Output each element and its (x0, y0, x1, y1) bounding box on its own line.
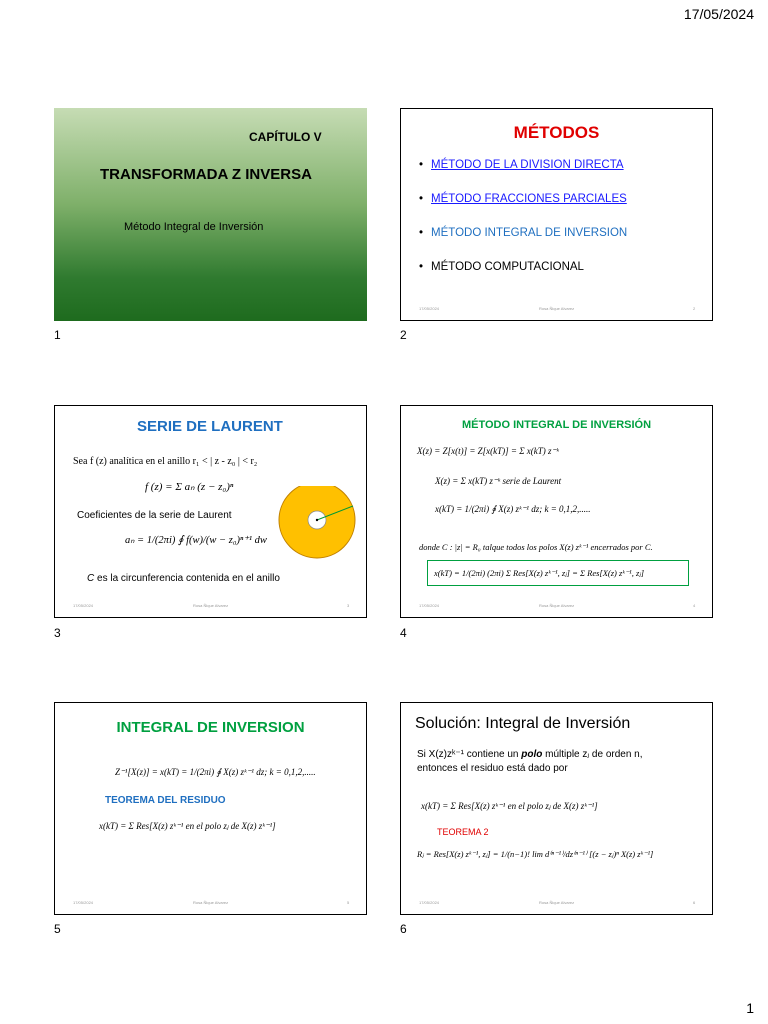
inverse-z-integral: Z⁻¹[X(z)] = x(kT) = 1/(2πi) ∮ X(z) zᵏ⁻¹ dz; k = 0,1,2,..... (115, 767, 316, 777)
footer-date: 17/05/2024 (73, 900, 94, 905)
residue-sum-equation: x(kT) = Σ Res[X(z) zᵏ⁻¹ en el polo zⱼ de X(z) zᵏ⁻¹] (421, 801, 598, 811)
method-item[interactable] (419, 193, 627, 205)
contour-note (87, 573, 280, 584)
slide-number: 6 (400, 922, 407, 936)
method-item (419, 227, 627, 239)
slide-number: 1 (54, 328, 61, 342)
slide-2 (400, 108, 713, 321)
theorem-label: TEOREMA DEL RESIDUO (105, 795, 226, 806)
method-item[interactable] (419, 159, 627, 171)
method-item (419, 261, 627, 273)
statement-part: múltiple zⱼ de orden n, (542, 749, 643, 760)
footer-author: Rosa Ñique Alvarez (539, 306, 575, 311)
slide-footer (401, 603, 712, 609)
slide-footer (401, 306, 712, 312)
residue-statement: entonces el residuo está dado por (417, 763, 568, 774)
footer-author: Rosa Ñique Alvarez (193, 603, 229, 608)
footer-date: 17/05/2024 (419, 900, 440, 905)
header-date: 17/05/2024 (683, 6, 754, 22)
slide-6 (400, 702, 713, 915)
theorem-label: TEOREMA 2 (437, 827, 489, 837)
footer-number: 5 (347, 900, 350, 905)
annulus-diagram (277, 486, 357, 566)
center-point (316, 519, 318, 521)
method-label: MÉTODO COMPUTACIONAL (431, 261, 584, 273)
coefficients-label: Coeficientes de la serie de Laurent (77, 510, 232, 521)
slide-footer (55, 900, 366, 906)
contour-condition: donde C : |z| = R₀ talque todos los polos X(z) zᵏ⁻¹ encerrados por C. (419, 542, 653, 552)
z-transform-definition: X(z) = Z[x(t)] = Z[x(kT)] = Σ x(kT) z⁻ᵏ (417, 446, 559, 456)
coefficient-equation: aₙ = 1/(2πi) ∮ f(w)/(w − z₀)ⁿ⁺¹ dw (125, 535, 267, 546)
statement-emphasis: polo (521, 749, 543, 760)
contour-text: es la circunferencia contenida en el anillo (94, 573, 280, 584)
footer-date: 17/05/2024 (73, 603, 94, 608)
laurent-series-equation: f (z) = Σ aₙ (z − z₀)ⁿ (145, 481, 234, 493)
slide-5 (54, 702, 367, 915)
slide-number: 2 (400, 328, 407, 342)
multiple-pole-residue-equation: Rⱼ = Res[X(z) zᵏ⁻¹, zⱼ] = 1/(n−1)! lim d⁽ⁿ⁻¹⁾/dz⁽ⁿ⁻¹⁾ [(z − zⱼ)ⁿ X(z) zᵏ⁻¹] (417, 849, 654, 859)
slide-footer (401, 900, 712, 906)
slide-subtitle: Método Integral de Inversión (124, 221, 264, 233)
footer-number: 3 (347, 603, 350, 608)
slide-title: SERIE DE LAURENT (137, 418, 283, 435)
multiple-pole-statement (417, 749, 643, 760)
slide-number: 4 (400, 626, 407, 640)
result-box (427, 560, 689, 586)
method-link[interactable]: MÉTODO FRACCIONES PARCIALES (431, 193, 627, 205)
page-number: 1 (746, 1000, 754, 1016)
footer-author: Rosa Ñique Alvarez (193, 900, 229, 905)
chapter-label: CAPÍTULO V (249, 130, 322, 144)
slide-1 (54, 108, 367, 321)
slide-title: MÉTODO INTEGRAL DE INVERSIÓN (461, 419, 652, 431)
inversion-integral: x(kT) = 1/(2πi) ∮ X(z) zᵏ⁻¹ dz; k = 0,1,2,..... (435, 504, 591, 514)
method-label: MÉTODO INTEGRAL DE INVERSION (431, 227, 628, 239)
slide-title: MÉTODOS (513, 123, 600, 142)
slide-3 (54, 405, 367, 618)
footer-author: Rosa Ñique Alvarez (539, 603, 575, 608)
footer-date: 17/05/2024 (419, 603, 440, 608)
method-link[interactable]: MÉTODO DE LA DIVISION DIRECTA (431, 159, 624, 171)
slide-title: TRANSFORMADA Z INVERSA (100, 166, 312, 183)
laurent-series-form: X(z) = Σ x(kT) z⁻ᵏ serie de Laurent (435, 476, 562, 486)
contour-symbol: C (87, 573, 95, 584)
slide-title: Solución: Integral de Inversión (415, 715, 631, 732)
footer-number: 2 (693, 306, 696, 311)
footer-number: 6 (693, 900, 696, 905)
methods-list (419, 159, 627, 295)
residue-theorem-equation: x(kT) = Σ Res[X(z) zᵏ⁻¹ en el polo zⱼ de X(z) zᵏ⁻¹] (99, 821, 276, 831)
statement-part: Si X(z)zᵏ⁻¹ contiene un (417, 749, 522, 760)
slide-number: 3 (54, 626, 61, 640)
slide-title: INTEGRAL DE INVERSION (116, 719, 305, 736)
laurent-condition: Sea f (z) analítica en el anillo r₁ < | z - z₀ | < r₂ (73, 456, 258, 467)
residue-result-equation: x(kT) = 1/(2πi) (2πi) Σ Res[X(z) zᵏ⁻¹, zⱼ] = Σ Res[X(z) zᵏ⁻¹, zⱼ] (434, 568, 645, 578)
footer-number: 4 (693, 603, 696, 608)
slide-4 (400, 405, 713, 618)
slide-footer (55, 603, 366, 609)
footer-author: Rosa Ñique Alvarez (539, 900, 575, 905)
slide-number: 5 (54, 922, 61, 936)
footer-date: 17/05/2024 (419, 306, 440, 311)
